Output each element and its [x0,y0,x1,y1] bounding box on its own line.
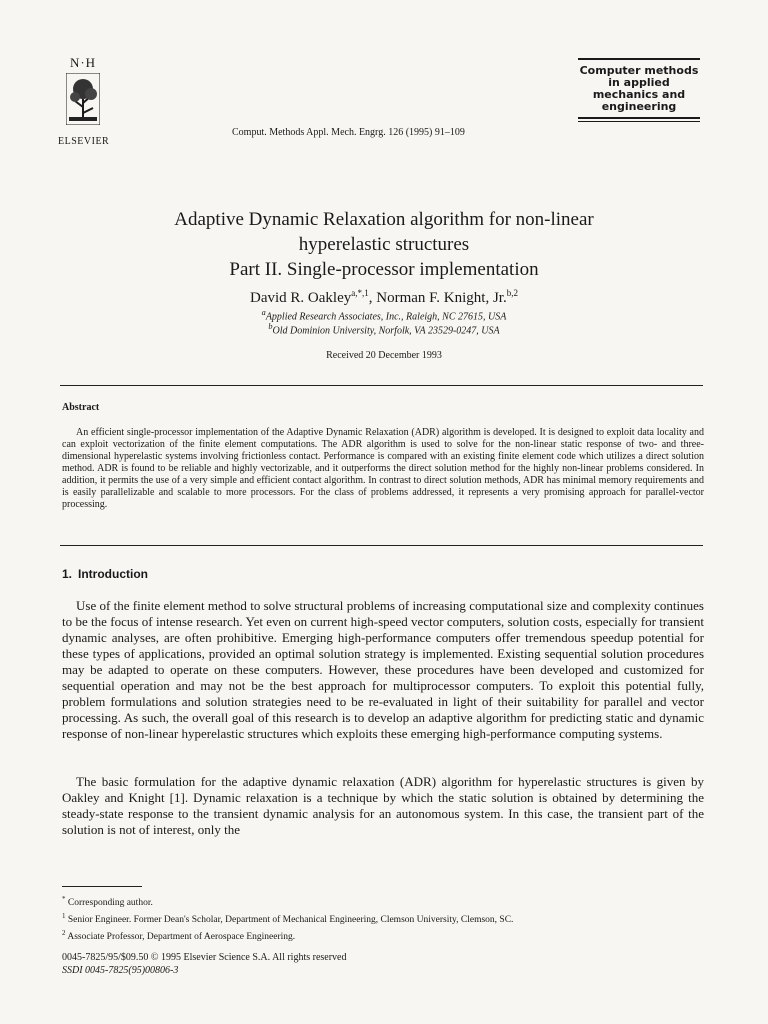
journal-rule-bottom-thin [578,121,700,122]
author-name: David R. Oakley [250,290,352,306]
journal-name-line: Computer methods [579,64,699,77]
journal-name-line: mechanics and [592,88,686,101]
footnotes [62,893,513,944]
footnote-rule [62,886,142,887]
logo-monogram: N·H [69,55,97,70]
journal-name [578,65,700,113]
affiliation [60,322,708,336]
footnote [62,927,513,944]
divider [60,545,703,546]
author-affiliation-marks: b,2 [506,288,518,298]
publisher-name: ELSEVIER [58,136,110,147]
footnote-mark: 2 [62,929,66,938]
abstract-text: An efficient single-processor implementation of the Adaptive Dynamic Relaxation (ADR) algorithm is developed. It is designed to exploit data locality and can exploit vectorization of the finite element computations. The ADR algorithm is used to solve for the non-linear static response of two- and three-dimensional hyperelastic systems involving frictionless contact. Performance is compared with an existing finite element code which utilizes a direct solution method. ADR is found to be reliable and highly vectorizable, and it outperforms the direct solution method for the highly non-linear problems considered. In addition, it permits the use of a very simple and efficient contact algorithm. In contrast to direct solution methods, ADR has minimal memory requirements and is easily parallelizable and scalable to more processors. For the class of problems addressed, it represents a very promising approach for parallel-vector processing. [62,427,704,510]
journal-title-box [578,58,700,122]
received-date: Received 20 December 1993 [326,350,442,361]
author-name: Norman F. Knight, Jr. [376,290,507,306]
body-paragraph: The basic formulation for the adaptive dynamic relaxation (ADR) algorithm for hyperelastic structures is given by Oakley and Knight [1]. Dynamic relaxation is a technique by which the static solution is obtained by determining the steady-state response to the transient dynamic analysis for an autonomous system. In this case, the transient part of the solution is not of interest, only the [62,774,704,837]
section-number: 1. [62,567,73,581]
affiliation-text: Applied Research Associates, Inc., Raleigh, NC 27615, USA [265,311,507,323]
footnote-mark: 1 [62,912,66,921]
author-line [60,288,708,307]
journal-name-line: engineering [601,100,677,113]
affiliation-mark: b [268,322,273,331]
affiliation-mark: a [261,308,266,317]
copyright-block [62,951,347,977]
title-line: hyperelastic structures [298,234,470,255]
section-heading [62,567,148,581]
journal-rule-bottom [578,117,700,119]
footnote [62,893,513,910]
divider [60,385,703,386]
footnote-mark: * [62,895,66,903]
publisher-logo [58,55,122,147]
paper-title [60,207,708,282]
affiliation-text: Old Dominion University, Norfolk, VA 23529-0247, USA [272,325,500,337]
journal-name-line: in applied [608,76,670,89]
affiliation [60,308,708,322]
body-paragraph: Use of the finite element method to solve structural problems of increasing computational size and complexity continues to be the focus of intense research. Yet even on current high-speed vector computers, solution costs, especially for transient dynamic analyses, are often prohibitive. Emerging high-performance computers offer tremendous speedup potential for these types of applications, provided an optimal solution strategy is implemented. Existing sequential solution procedures may be adapted to operate on these computers. However, these procedures have been developed and customized for sequential operation and may not be the best approach for multiprocessor computers. To exploit this potential fully, problem formulations and solution strategies need to be re-evaluated in light of their suitability for parallel and vector processing. As such, the overall goal of this research is to develop an adaptive algorithm for predicting static and dynamic response of non-linear hyperelastic structures which exploits these emerging high-performance computing systems. [62,598,704,741]
abstract-heading: Abstract [62,402,100,413]
author-affiliation-marks: a,*,1 [351,288,369,298]
footnote-text: Corresponding author. [67,898,153,909]
ssdi-line: SSDI 0045-7825(95)00806-3 [62,965,179,976]
journal-rule-top [578,58,700,60]
footnote-text: Associate Professor, Department of Aerospace Engineering. [67,932,296,943]
journal-citation: Comput. Methods Appl. Mech. Engrg. 126 (1995) 91–109 [232,127,465,138]
title-line: Part II. Single-processor implementation [229,259,539,280]
footnote-text: Senior Engineer. Former Dean's Scholar, Department of Mechanical Engineering, Clemson University, Clemson, SC. [67,915,514,926]
title-line: Adaptive Dynamic Relaxation algorithm for non-linear [174,209,594,230]
section-title: Introduction [78,567,148,581]
copyright-line: 0045-7825/95/$09.50 © 1995 Elsevier Science S.A. All rights reserved [62,952,347,963]
tree-emblem-icon [66,73,100,125]
author-separator: , [368,290,377,306]
footnote [62,910,513,927]
